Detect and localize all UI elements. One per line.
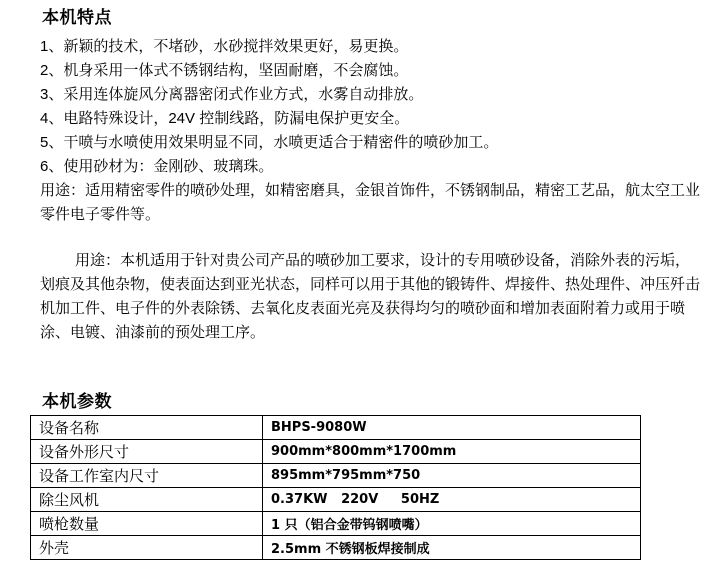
feature-item-4: 4、电路特殊设计，24V 控制线路，防漏电保护更安全。	[40, 110, 410, 127]
param-label: 除尘风机	[31, 488, 263, 512]
param-label: 设备工作室内尺寸	[31, 464, 263, 488]
features-title: 本机特点	[42, 8, 112, 27]
param-value: 0.37KW 220V 50HZ	[263, 488, 641, 512]
param-label: 喷枪数量	[31, 512, 263, 536]
table-row-shell	[31, 536, 641, 560]
param-value: 895mm*795mm*750	[263, 464, 641, 488]
parameters-table	[30, 415, 641, 560]
param-value: 1 只（铝合金带钨钢喷嘴）	[263, 512, 641, 536]
param-label: 设备外形尺寸	[31, 440, 263, 464]
table-row-device-name	[31, 416, 641, 440]
param-label: 设备名称	[31, 416, 263, 440]
table-row-dust-fan	[31, 488, 641, 512]
usage-paragraph: 用途：本机适用于针对贵公司产品的喷砂加工要求，设计的专用喷砂设备，消除外表的污垢，划痕及其他杂物，使表面达到亚光状态，同样可以用于其他的锻铸件、焊接件、热处理件、冲压歼击机加工件、电子件的外表除锈、去氧化皮表面光亮及获得均匀的喷砂面和增加表面附着力或用于喷涂、电镀、油漆前的预处理工序。	[40, 252, 701, 341]
table-row-chamber-dimensions	[31, 464, 641, 488]
feature-item-6: 6、使用砂材为：金刚砂、玻璃珠。	[40, 158, 274, 175]
param-value: 900mm*800mm*1700mm	[263, 440, 641, 464]
param-value: BHPS-9080W	[263, 416, 641, 440]
parameters-title: 本机参数	[42, 392, 112, 411]
table-row-outer-dimensions	[31, 440, 641, 464]
feature-item-2: 2、机身采用一体式不锈钢结构，坚固耐磨，不会腐蚀。	[40, 62, 409, 79]
param-value: 2.5mm 不锈钢板焊接制成	[263, 536, 641, 560]
usage-note: 用途：适用精密零件的喷砂处理，如精密磨具，金银首饰件，不锈钢制品，精密工艺品，航太空工业零件电子零件等。	[40, 182, 701, 223]
feature-item-5: 5、干喷与水喷使用效果明显不同，水喷更适合于精密件的喷砂加工。	[40, 134, 499, 151]
feature-item-1: 1、新颖的技术，不堵砂，水砂搅拌效果更好，易更换。	[40, 38, 409, 55]
param-label: 外壳	[31, 536, 263, 560]
table-row-gun-count	[31, 512, 641, 536]
feature-item-3: 3、采用连体旋风分离器密闭式作业方式，水雾自动排放。	[40, 86, 424, 103]
features-list	[40, 35, 701, 179]
